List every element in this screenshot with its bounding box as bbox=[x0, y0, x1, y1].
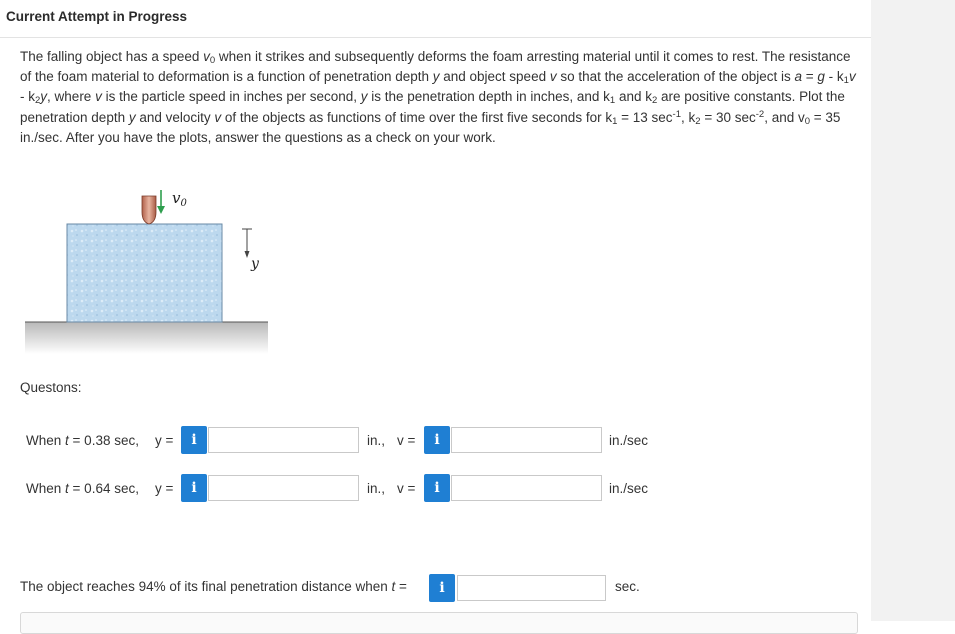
row2-v-label: v = bbox=[397, 481, 416, 496]
final-time-input[interactable] bbox=[457, 575, 606, 601]
problem-figure bbox=[20, 178, 280, 363]
info-icon[interactable]: i bbox=[181, 426, 207, 454]
row1-v-unit: in./sec bbox=[609, 433, 649, 448]
ground bbox=[25, 322, 268, 354]
divider bbox=[0, 37, 871, 38]
row1-v-input[interactable] bbox=[451, 427, 602, 453]
questions-heading: Questons: bbox=[20, 380, 82, 395]
final-unit: sec. bbox=[615, 579, 640, 594]
info-icon[interactable]: i bbox=[424, 474, 450, 502]
info-icon[interactable]: i bbox=[429, 574, 455, 602]
next-section-box bbox=[20, 612, 858, 634]
row2-v-input[interactable] bbox=[451, 475, 602, 501]
row1-time-label: When t = 0.38 sec, bbox=[26, 433, 139, 448]
row2-v-unit: in./sec bbox=[609, 481, 649, 496]
info-icon[interactable]: i bbox=[424, 426, 450, 454]
y-label: y bbox=[251, 256, 259, 272]
row2-time-label: When t = 0.64 sec, bbox=[26, 481, 139, 496]
final-question-label: The object reaches 94% of its final penetration distance when t = bbox=[20, 579, 407, 594]
page-title: Current Attempt in Progress bbox=[6, 9, 188, 24]
row1-y-label: y = bbox=[155, 433, 174, 448]
info-icon[interactable]: i bbox=[181, 474, 207, 502]
problem-statement: The falling object has a speed $v_0$ when it strikes and subsequently deforms the foam arresting material until it comes to rest. The resistance of the foam material to deformation is a function of penetration depth y and object speed v so that the acceleration of the object is $a = g - k_1v - k_2y$, where v is the particle speed in inches per second, y is the penetration depth in inches, and $k_1$ and $k_2$ are positive constants. Plot the penetration depth y and velocity v of the objects as functions of time over the first five seconds for $k_1 = 13$ $\sec^{-1}$, $k_2 = 30$ $\sec^{-2}$, and $v_0 = 35$ in./sec. After you have the plots, answer the questions as a check on your work. bbox=[20, 49, 856, 145]
v0-label: $v_0$ bbox=[172, 189, 187, 209]
foam-diagram bbox=[20, 178, 280, 358]
row2-y-unit: in., bbox=[367, 481, 386, 496]
row2-y-label: y = bbox=[155, 481, 174, 496]
row2-y-input[interactable] bbox=[208, 475, 359, 501]
row1-y-unit: in., bbox=[367, 433, 386, 448]
page-margin bbox=[871, 0, 955, 621]
falling-object bbox=[142, 196, 156, 224]
row1-v-label: v = bbox=[397, 433, 416, 448]
row1-y-input[interactable] bbox=[208, 427, 359, 453]
foam-block bbox=[67, 224, 222, 322]
